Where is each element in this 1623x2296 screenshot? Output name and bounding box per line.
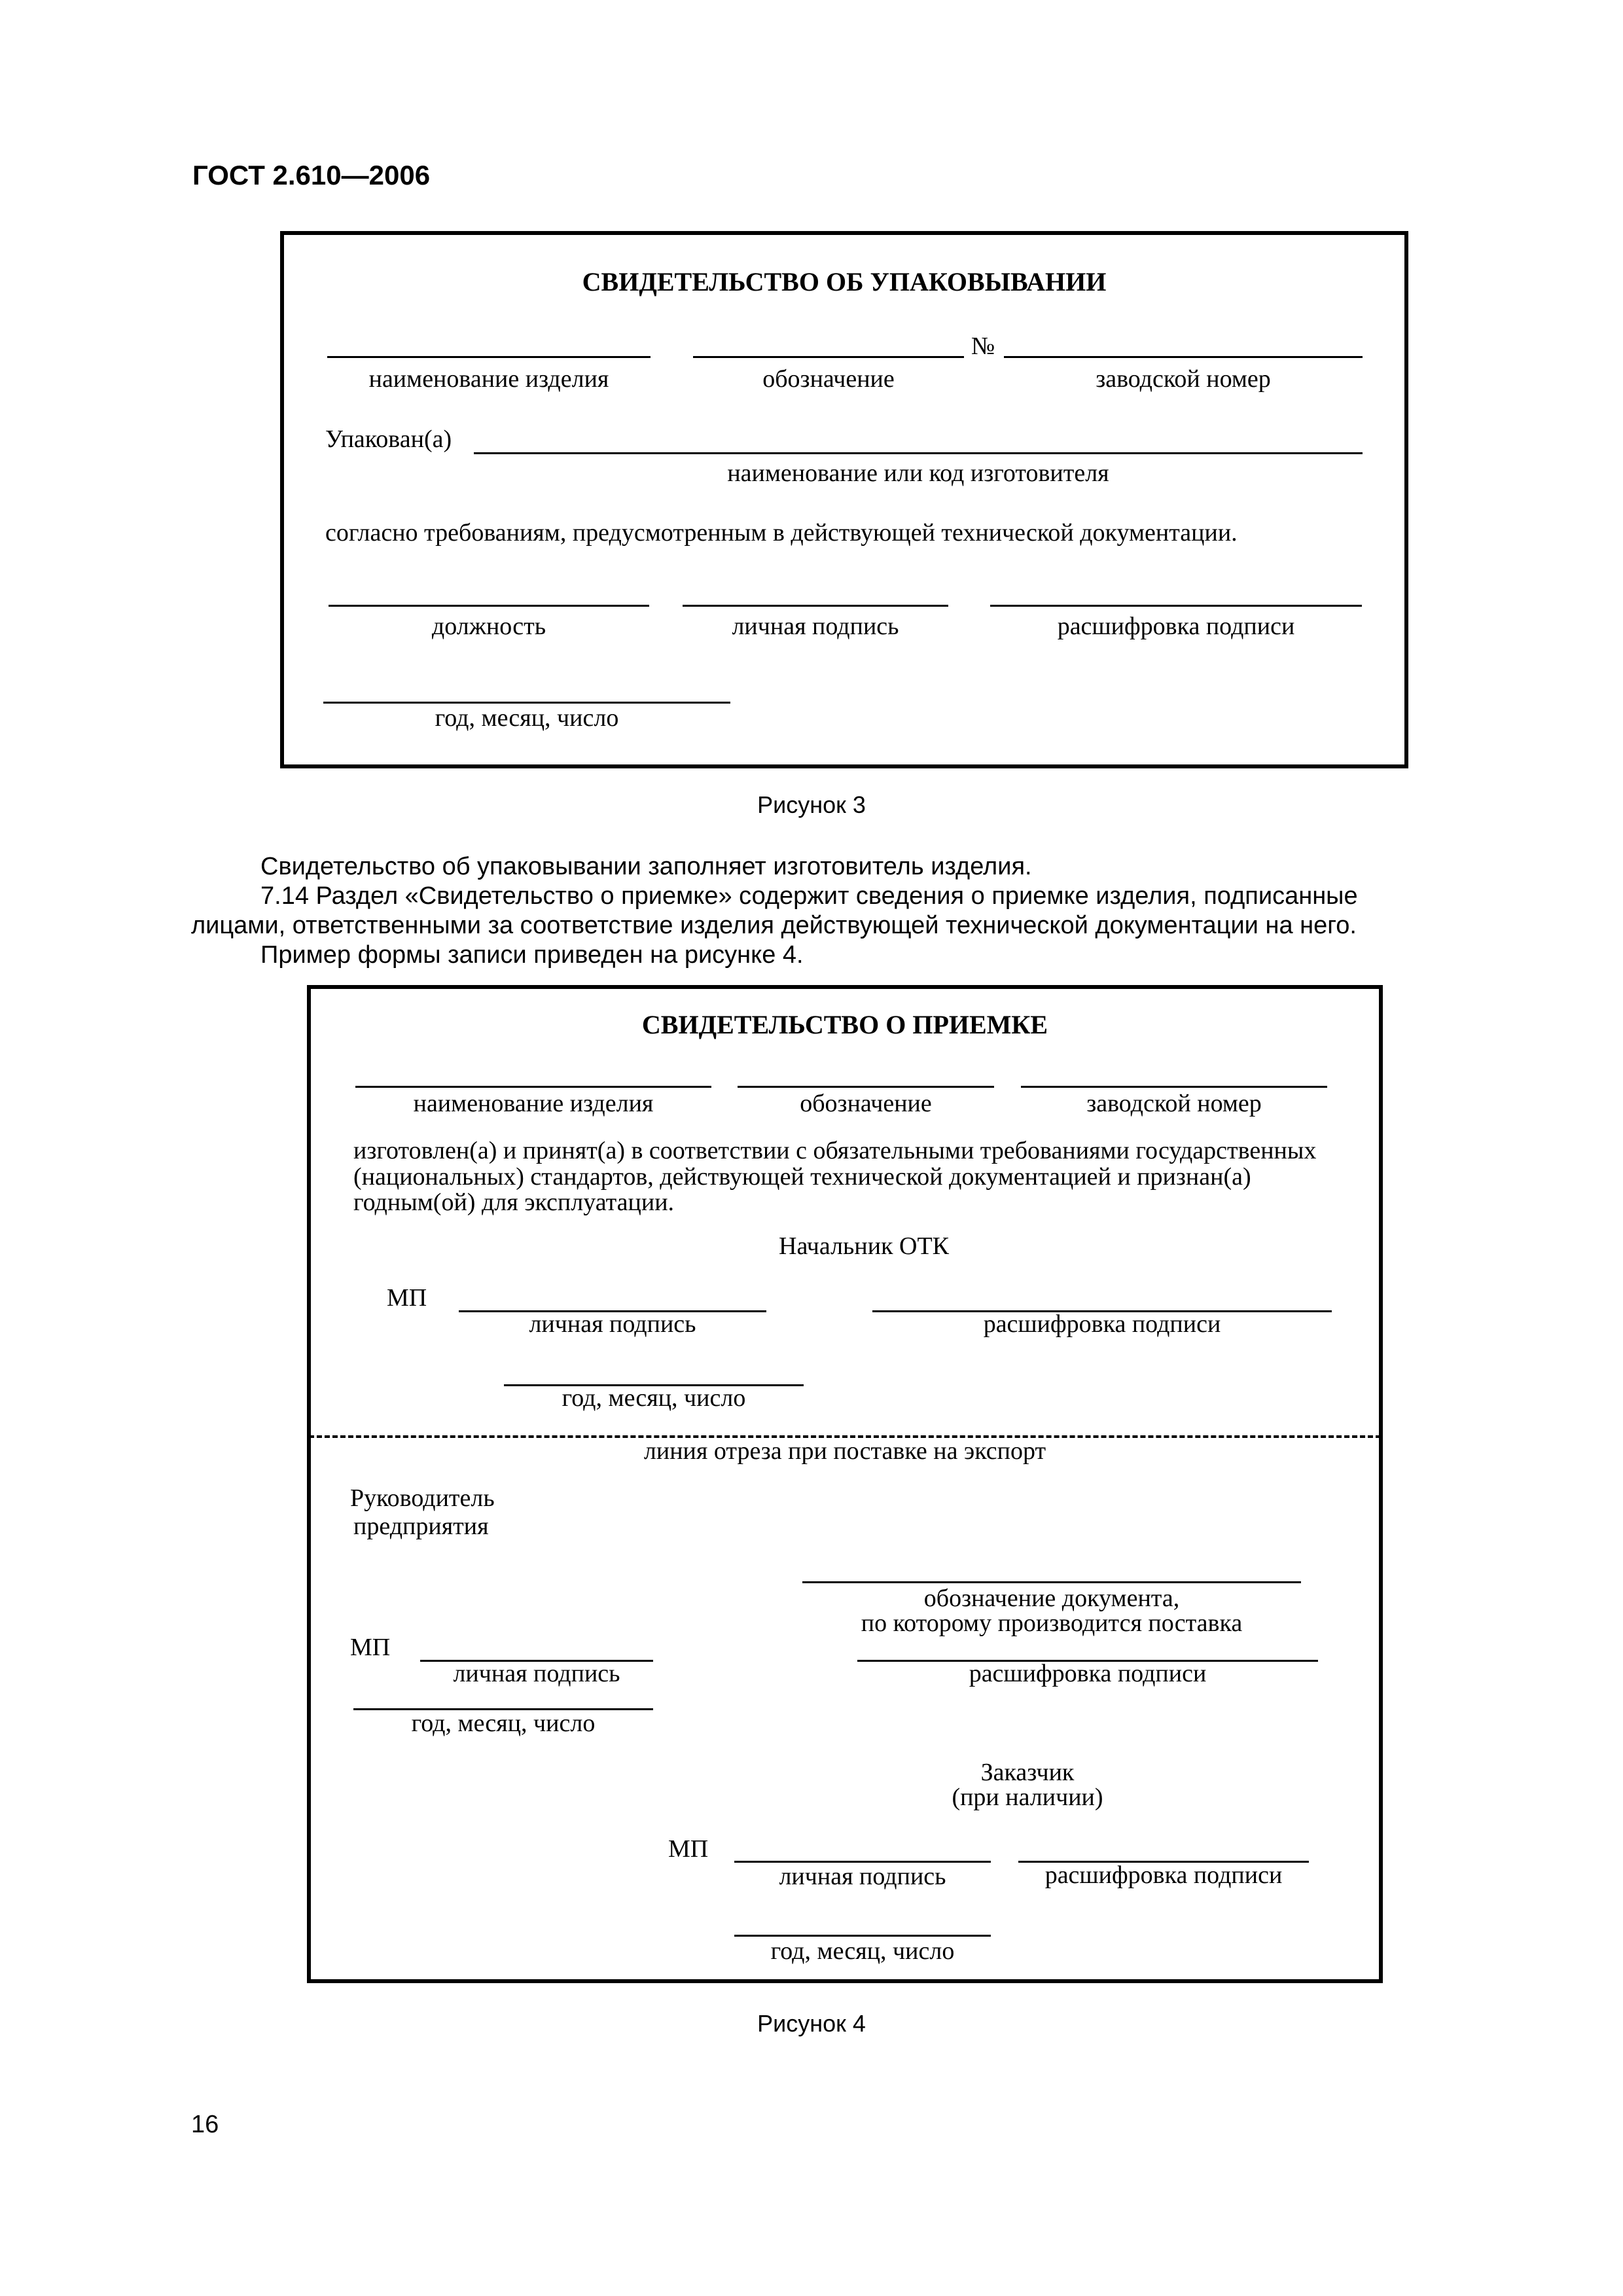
label-doc-designation-line1: обозначение документа, — [923, 1585, 1180, 1612]
acceptance-statement-line2: (национальных) стандартов, действующей технической документацией и признан(а) — [353, 1163, 1251, 1191]
manufacturer-field[interactable] — [474, 452, 1363, 454]
manager-label-line2: предприятия — [353, 1513, 489, 1540]
label-designation: обозначение — [800, 1090, 932, 1117]
paragraph-section-7-14-line1: 7.14 Раздел «Свидетельство о приемке» содержит сведения о приемке изделия, подписанные — [260, 882, 1358, 910]
label-date: год, месяц, число — [435, 704, 619, 732]
position-field[interactable] — [329, 605, 649, 607]
label-position: должность — [431, 613, 546, 640]
label-signature-decoding: расшифровка подписи — [1044, 1861, 1283, 1889]
label-signature-decoding: расшифровка подписи — [1057, 613, 1295, 640]
label-doc-designation-line2: по которому производится поставка — [861, 1609, 1243, 1637]
packed-by-label: Упакован(а) — [325, 425, 452, 453]
stamp-label: МП — [387, 1284, 427, 1312]
form-title: СВИДЕТЕЛЬСТВО О ПРИЕМКЕ — [641, 1010, 1048, 1039]
figure-4-caption: Рисунок 4 — [757, 2010, 866, 2037]
manager-label-line1: Руководитель — [350, 1484, 495, 1512]
paragraph-example-ref: Пример формы записи приведен на рисунке 4. — [260, 941, 804, 969]
signature-decoding-field[interactable] — [990, 605, 1362, 607]
paragraph-section-7-14-line2: лицами, ответственными за соответствие изделия действующей технической документации на него. — [191, 912, 1357, 939]
signature-field[interactable] — [683, 605, 948, 607]
acceptance-statement-line1: изготовлен(а) и принят(а) в соответствии с обязательными требованиями государственных — [353, 1137, 1317, 1164]
label-signature: личная подпись — [529, 1310, 696, 1338]
designation-field[interactable] — [693, 356, 964, 358]
label-signature: личная подпись — [453, 1660, 620, 1687]
otk-head-label: Начальник ОТК — [779, 1232, 950, 1260]
designation-field[interactable] — [738, 1086, 994, 1088]
serial-number-field[interactable] — [1004, 356, 1363, 358]
product-name-field[interactable] — [327, 356, 651, 358]
cut-line-label: линия отреза при поставке на экспорт — [643, 1437, 1046, 1465]
label-signature: личная подпись — [779, 1863, 946, 1890]
figure-3-caption: Рисунок 3 — [757, 791, 866, 818]
page-number: 16 — [191, 2111, 219, 2138]
label-product-name: наименование изделия — [413, 1090, 654, 1117]
label-date: год, месяц, число — [770, 1937, 955, 1965]
stamp-label: МП — [668, 1835, 709, 1863]
label-manufacturer: наименование или код изготовителя — [727, 459, 1109, 487]
stamp-label: МП — [350, 1634, 391, 1661]
label-designation: обозначение — [762, 365, 895, 393]
document-header: ГОСТ 2.610—2006 — [192, 160, 431, 190]
product-name-field[interactable] — [355, 1086, 711, 1088]
label-serial-number: заводской номер — [1096, 365, 1271, 393]
form-title: СВИДЕТЕЛЬСТВО ОБ УПАКОВЫВАНИИ — [582, 267, 1107, 296]
customer-label-line2: (при наличии) — [952, 1784, 1103, 1811]
label-product-name: наименование изделия — [368, 365, 609, 393]
label-signature: личная подпись — [732, 613, 899, 640]
paragraph-packing: Свидетельство об упаковывании заполняет изготовитель изделия. — [260, 853, 1032, 880]
label-signature-decoding: расшифровка подписи — [969, 1660, 1207, 1687]
customer-label-line1: Заказчик — [980, 1759, 1075, 1786]
packing-certificate-form — [280, 231, 1408, 768]
label-serial-number: заводской номер — [1086, 1090, 1262, 1117]
conformity-text: согласно требованиям, предусмотренным в действующей технической документации. — [325, 519, 1238, 547]
label-date: год, месяц, число — [562, 1384, 746, 1412]
serial-number-field[interactable] — [1021, 1086, 1327, 1088]
label-signature-decoding: расшифровка подписи — [983, 1310, 1221, 1338]
supply-document-field[interactable] — [802, 1581, 1301, 1583]
number-sign: № — [971, 332, 995, 360]
acceptance-statement-line3: годным(ой) для эксплуатации. — [353, 1189, 675, 1216]
label-date: год, месяц, число — [411, 1710, 596, 1737]
